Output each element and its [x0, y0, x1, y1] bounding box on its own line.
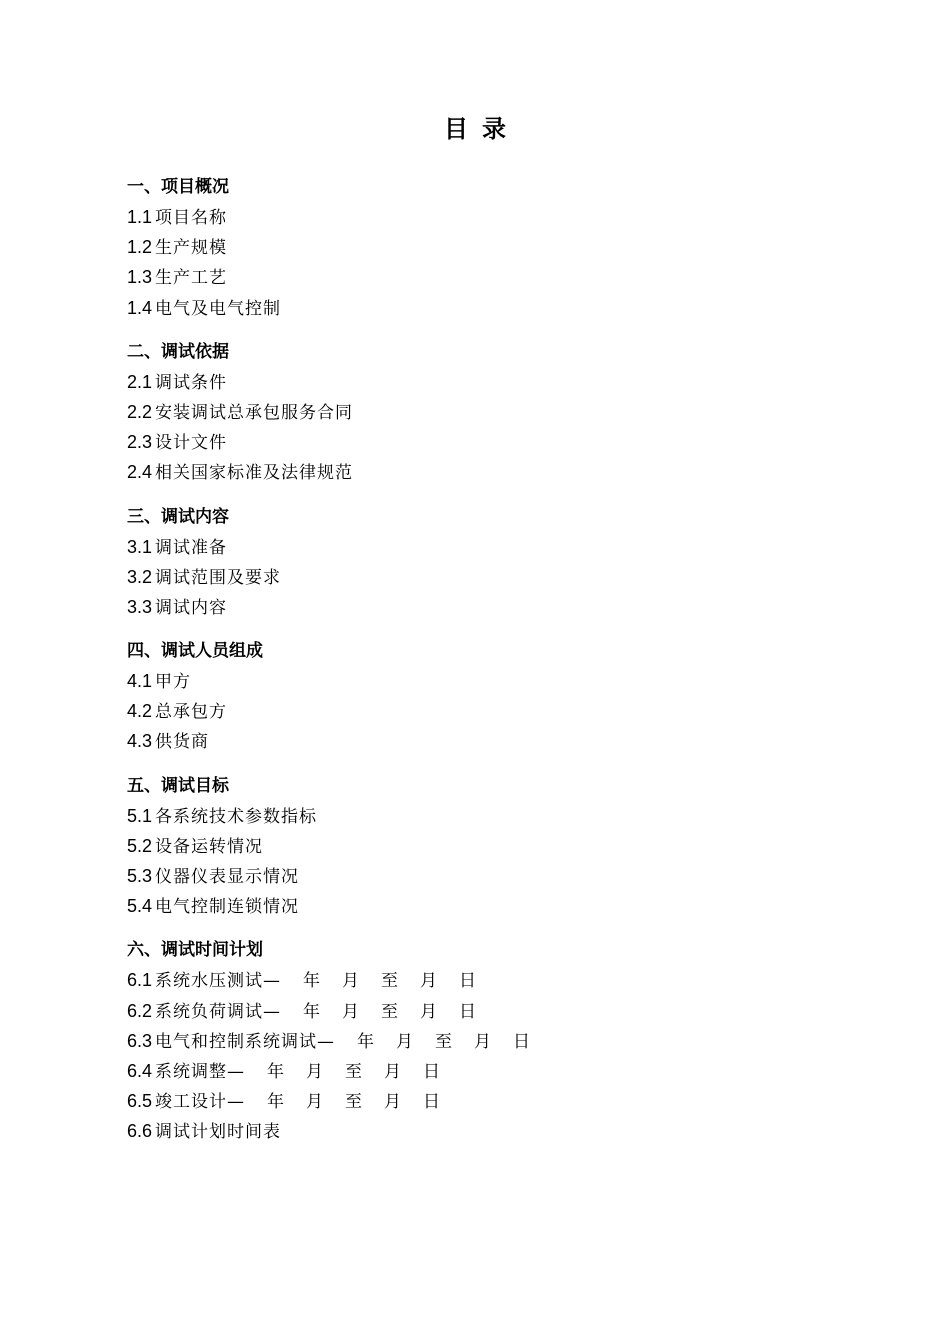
- toc-item-label: 电气控制连锁情况: [155, 897, 300, 918]
- toc-item-number: 2.3: [127, 432, 153, 453]
- toc-item-number: 4.1: [127, 671, 153, 692]
- title-char: 目: [444, 115, 468, 143]
- toc-item-label: 总承包方: [155, 702, 228, 723]
- toc-item-number: 5.3: [127, 866, 153, 886]
- toc-item-number: 4.3: [127, 731, 153, 752]
- toc-item: [127, 696, 827, 726]
- date-unit: 月: [420, 971, 438, 992]
- date-unit: 至: [381, 1001, 399, 1022]
- toc-item-number: 6.2: [127, 1000, 153, 1021]
- date-unit: 至: [435, 1031, 453, 1052]
- date-unit: 月: [342, 1001, 360, 1022]
- date-placeholder: [245, 1092, 440, 1112]
- date-unit: 年: [267, 1061, 285, 1082]
- date-placeholder: [281, 971, 476, 991]
- toc-item-label: 调试内容: [155, 597, 228, 618]
- toc-item-number: 1.1: [127, 207, 153, 227]
- date-unit: 至: [345, 1092, 363, 1113]
- toc-item: [127, 592, 827, 622]
- date-placeholder: [245, 1062, 440, 1082]
- toc-item-label: 甲方: [155, 672, 192, 693]
- date-unit: 月: [384, 1092, 402, 1113]
- title-char: 录: [482, 115, 506, 143]
- toc-item: [127, 367, 827, 397]
- section-heading: 四、调试人员组成: [127, 641, 263, 662]
- toc-item-number: 6.5: [127, 1091, 153, 1112]
- toc-item-label: 安装调试总承包服务合同: [155, 402, 354, 423]
- date-unit: 日: [423, 1092, 441, 1113]
- date-unit: 年: [303, 971, 321, 992]
- toc-item: [127, 1056, 827, 1086]
- toc-item-label: 调试条件: [155, 372, 228, 393]
- toc-item: [127, 232, 827, 262]
- toc-item: [127, 965, 827, 995]
- toc-item-number: 2.1: [127, 371, 153, 392]
- toc-section: [127, 771, 827, 922]
- toc-item-label: 相关国家标准及法律规范: [155, 463, 354, 484]
- toc-item-number: 5.4: [127, 896, 153, 917]
- table-of-contents: [127, 172, 827, 1161]
- date-unit: 日: [513, 1031, 531, 1052]
- toc-item-label: 竣工设计—: [155, 1092, 246, 1113]
- toc-item-number: 2.2: [127, 401, 153, 422]
- toc-section: [127, 935, 827, 1146]
- toc-item-number: 5.1: [127, 805, 153, 826]
- toc-item: [127, 1026, 827, 1056]
- toc-item: [127, 891, 827, 921]
- section-heading: 五、调试目标: [127, 775, 229, 796]
- toc-section: [127, 502, 827, 623]
- toc-item: [127, 861, 827, 891]
- toc-item-label: 设备运转情况: [155, 836, 264, 857]
- toc-item-number: 1.2: [127, 237, 153, 258]
- date-unit: 日: [423, 1061, 441, 1082]
- toc-item-number: 3.3: [127, 596, 153, 617]
- toc-item-label: 电气及电气控制: [155, 298, 282, 319]
- date-unit: 月: [384, 1061, 402, 1082]
- toc-item: [127, 726, 827, 756]
- toc-item: [127, 1116, 827, 1146]
- toc-item: [127, 262, 827, 292]
- toc-item-label: 仪器仪表显示情况: [155, 867, 300, 887]
- toc-item: [127, 831, 827, 861]
- toc-item-label: 调试范围及要求: [155, 567, 282, 588]
- toc-item-number: 2.4: [127, 462, 153, 483]
- date-unit: 年: [267, 1092, 285, 1113]
- toc-item-label: 系统水压测试—: [155, 971, 282, 992]
- toc-item-number: 5.2: [127, 835, 153, 856]
- toc-item-label: 项目名称: [155, 208, 228, 228]
- toc-item: [127, 1086, 827, 1116]
- toc-item: [127, 801, 827, 831]
- date-unit: 月: [306, 1092, 324, 1113]
- date-unit: 年: [303, 1001, 321, 1022]
- toc-item-label: 调试计划时间表: [155, 1122, 282, 1143]
- date-unit: 日: [459, 971, 477, 992]
- toc-item-number: 6.3: [127, 1030, 153, 1051]
- toc-item: [127, 397, 827, 427]
- toc-section: [127, 636, 827, 757]
- toc-section: [127, 337, 827, 488]
- toc-item-number: 6.6: [127, 1121, 153, 1142]
- date-unit: 至: [345, 1061, 363, 1082]
- toc-section: [127, 172, 827, 323]
- toc-item-number: 6.1: [127, 970, 153, 991]
- toc-item: [127, 293, 827, 323]
- toc-item-number: 3.2: [127, 566, 153, 587]
- date-unit: 月: [396, 1031, 414, 1052]
- toc-item: [127, 562, 827, 592]
- date-unit: 年: [357, 1031, 375, 1052]
- toc-item-label: 系统负荷调试—: [155, 1001, 282, 1022]
- toc-item-label: 电气和控制系统调试—: [155, 1031, 336, 1052]
- date-unit: 月: [474, 1031, 492, 1052]
- toc-item: [127, 532, 827, 562]
- date-unit: 月: [306, 1061, 324, 1082]
- toc-item: [127, 996, 827, 1026]
- section-heading: 六、调试时间计划: [127, 940, 263, 961]
- toc-item: [127, 666, 827, 696]
- toc-item-label: 系统调整—: [155, 1061, 246, 1082]
- section-heading: 二、调试依据: [127, 341, 229, 362]
- date-placeholder: [281, 1002, 476, 1022]
- toc-item-number: 1.3: [127, 267, 153, 288]
- toc-item-label: 生产工艺: [155, 268, 228, 289]
- toc-item-number: 1.4: [127, 297, 153, 318]
- date-unit: 月: [342, 971, 360, 992]
- date-placeholder: [335, 1032, 530, 1052]
- toc-item-number: 4.2: [127, 701, 153, 722]
- toc-item-number: 6.4: [127, 1060, 153, 1081]
- page-title: [0, 112, 950, 146]
- toc-item-label: 调试准备: [155, 537, 228, 558]
- toc-item-label: 生产规模: [155, 238, 228, 259]
- toc-item: [127, 457, 827, 487]
- date-unit: 日: [459, 1001, 477, 1022]
- toc-item-label: 设计文件: [155, 433, 228, 454]
- toc-item-number: 3.1: [127, 536, 153, 557]
- date-unit: 月: [420, 1001, 438, 1022]
- toc-item-label: 供货商: [155, 732, 210, 753]
- toc-item: [127, 202, 827, 232]
- toc-item-label: 各系统技术参数指标: [155, 806, 318, 827]
- section-heading: 三、调试内容: [127, 506, 229, 527]
- section-heading: 一、项目概况: [127, 177, 229, 197]
- toc-item: [127, 427, 827, 457]
- date-unit: 至: [381, 971, 399, 992]
